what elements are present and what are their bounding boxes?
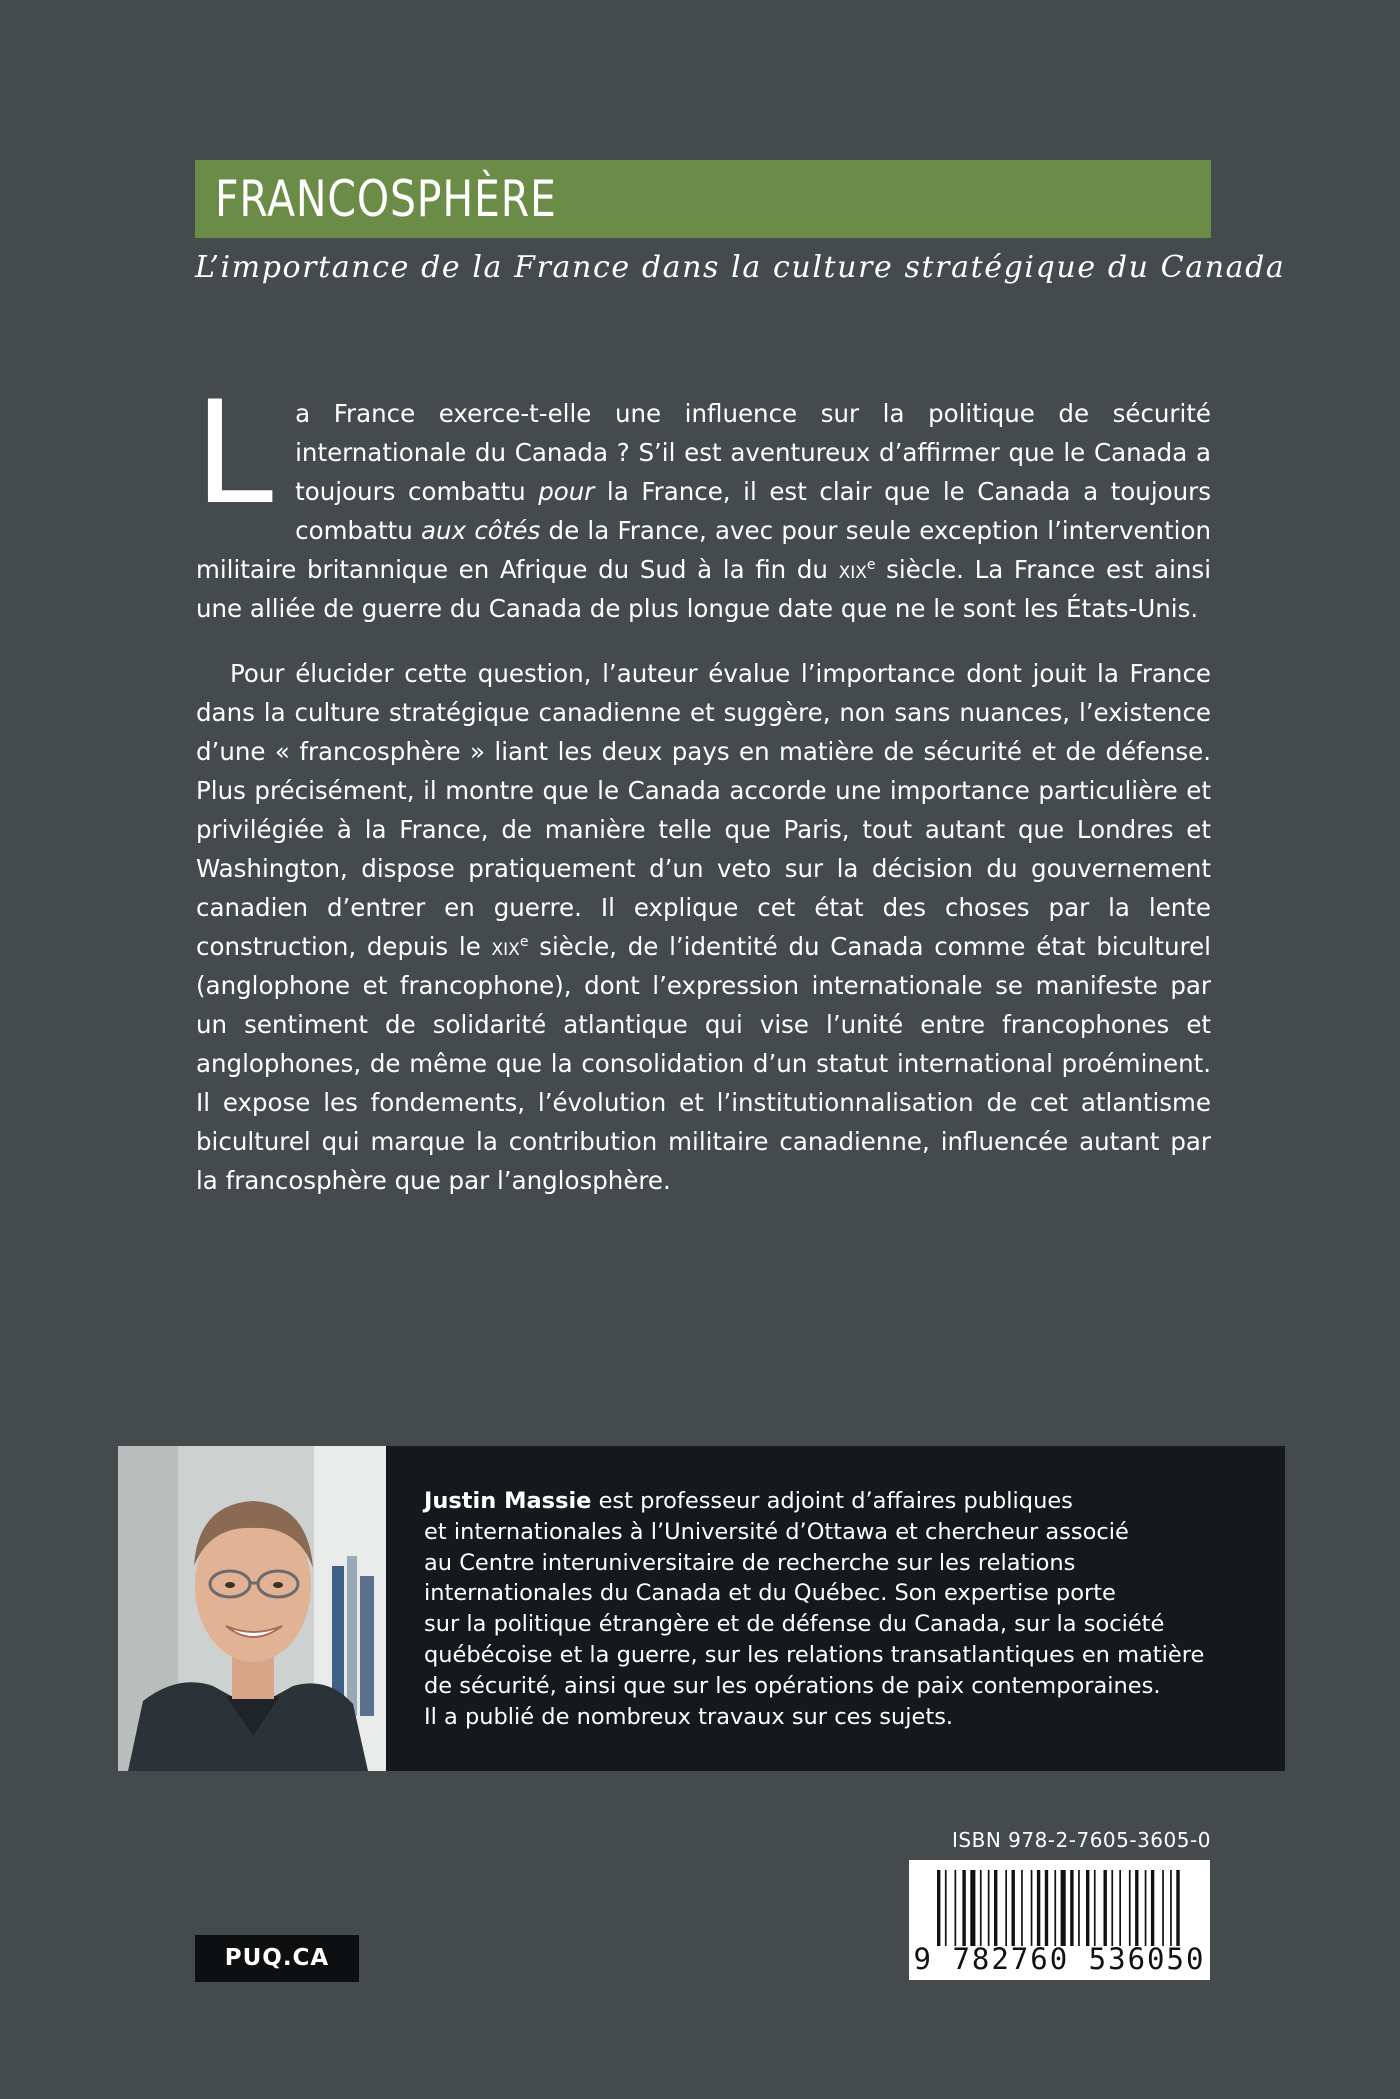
- barcode-bar: [980, 1870, 982, 1946]
- barcode-bar: [1129, 1870, 1131, 1946]
- drop-cap-letter: L: [194, 371, 274, 536]
- barcode-bar: [1119, 1870, 1121, 1946]
- barcode-bar: [1094, 1870, 1096, 1946]
- author-panel: [118, 1446, 1285, 1771]
- summary-paragraph-1: La France exerce-t-elle une influence sur la politique de sécurité internationale du Canada ? S’il est aventureux d’affirmer que le Canada a toujours combattu pour la France, il est clair que le Canada a toujours combattu aux côtés de la France, avec pour seule exception l’intervention militaire britannique en Afrique du Sud à la fin du xix$^e$ siècle. La France est ainsi une alliée de guerre du Canada de plus longue date que ne le sont les États-Unis.: [194, 371, 1211, 623]
- barcode-bar: [970, 1870, 975, 1946]
- bio-line: internationales du Canada et du Québec. Son expertise porte: [424, 1580, 1116, 1607]
- barcode-bar: [1176, 1870, 1179, 1946]
- summary-paragraph-2: Pour élucider cette question, l’auteur évalue l’importance dont jouit la France dans la culture stratégique canadienne et suggère, non sans nuances, l’existence d’une « francosphère » liant les deux pays en matière de sécurité et de défense. Plus précisément, il montre que le Canada accorde une importance particulière et privilégiée à la France, de manière telle que Paris, tout autant que Londres et Washington, dispose pratiquement d’un veto sur la décision du gouvernement canadien d’entrer en guerre. Il explique cet état des choses par la lente construction, depuis le xix$^e$ siècle, de l’identité du Canada comme état biculturel (anglophone et francophone), dont l’expression internationale se manifeste par un sentiment de solidarité atlantique qui vise l’unité entre francophones et anglophones, de même que la consolidation d’un statut international proéminent. Il expose les fondements, l’évolution et l’institutionnalisation de cet atlantisme biculturel qui marque la contribution militaire canadienne, influencée autant par la francosphère que par l’anglosphère.: [196, 659, 1211, 1195]
- bio-line: Justin Massie est professeur adjoint d’affaires publiques: [424, 1488, 1073, 1514]
- bio-line: sur la politique étrangère et de défense du Canada, sur la société: [424, 1611, 1165, 1638]
- barcode-bar: [1151, 1870, 1154, 1946]
- bio-line: et internationales à l’Université d’Ottawa et chercheur associé: [424, 1518, 1129, 1545]
- barcode-bar: [1070, 1870, 1073, 1946]
- publisher-badge: PUQ.CA: [195, 1935, 359, 1982]
- bio-line: québécoise et la guerre, sur les relations transatlantiques en matière: [424, 1641, 1205, 1668]
- book-subtitle: L’importance de la France dans la culture stratégique du Canada: [195, 250, 1286, 285]
- barcode-bar: [937, 1870, 940, 1946]
- barcode-bar: [945, 1870, 947, 1946]
- author-bio: [424, 1486, 1264, 1732]
- author-photo: [118, 1446, 386, 1771]
- barcode-bar: [955, 1870, 957, 1946]
- barcode-bar: [1037, 1870, 1040, 1946]
- barcode-bar: [1086, 1870, 1089, 1946]
- barcode-bar: [962, 1870, 965, 1946]
- barcode-bar: [1170, 1870, 1172, 1946]
- barcode-bar: [1045, 1870, 1048, 1946]
- barcode-bar: [994, 1870, 997, 1946]
- book-title: FRANCOSPHÈRE: [215, 170, 557, 228]
- barcode-bar: [1145, 1870, 1147, 1946]
- barcode: [909, 1860, 1210, 1980]
- bio-line: au Centre interuniversitaire de recherche sur les relations: [424, 1549, 1076, 1576]
- barcode-bar: [1021, 1870, 1023, 1946]
- barcode-bar: [1012, 1870, 1015, 1946]
- barcode-bar: [1104, 1870, 1107, 1946]
- barcode-digits: 9 782760 536050: [913, 1942, 1206, 1976]
- barcode-bar: [1111, 1870, 1113, 1946]
- barcode-bar: [1061, 1870, 1066, 1946]
- barcode-bar: [1005, 1870, 1007, 1946]
- bio-line: Il a publié de nombreux travaux sur ces sujets.: [424, 1703, 954, 1730]
- bio-line: de sécurité, ainsi que sur les opérations de paix contemporaines.: [424, 1672, 1161, 1699]
- barcode-bar: [1135, 1870, 1138, 1946]
- barcode-bar: [988, 1870, 990, 1946]
- barcode-bar: [1031, 1870, 1033, 1946]
- summary-text: [194, 371, 1211, 1200]
- title-banner: [195, 160, 1211, 238]
- barcode-bar: [1162, 1870, 1164, 1946]
- isbn-label: ISBN 978-2-7605-3605-0: [952, 1828, 1211, 1852]
- barcode-bar: [1054, 1870, 1056, 1946]
- barcode-bar: [1078, 1870, 1080, 1946]
- author-name: Justin Massie: [424, 1488, 592, 1514]
